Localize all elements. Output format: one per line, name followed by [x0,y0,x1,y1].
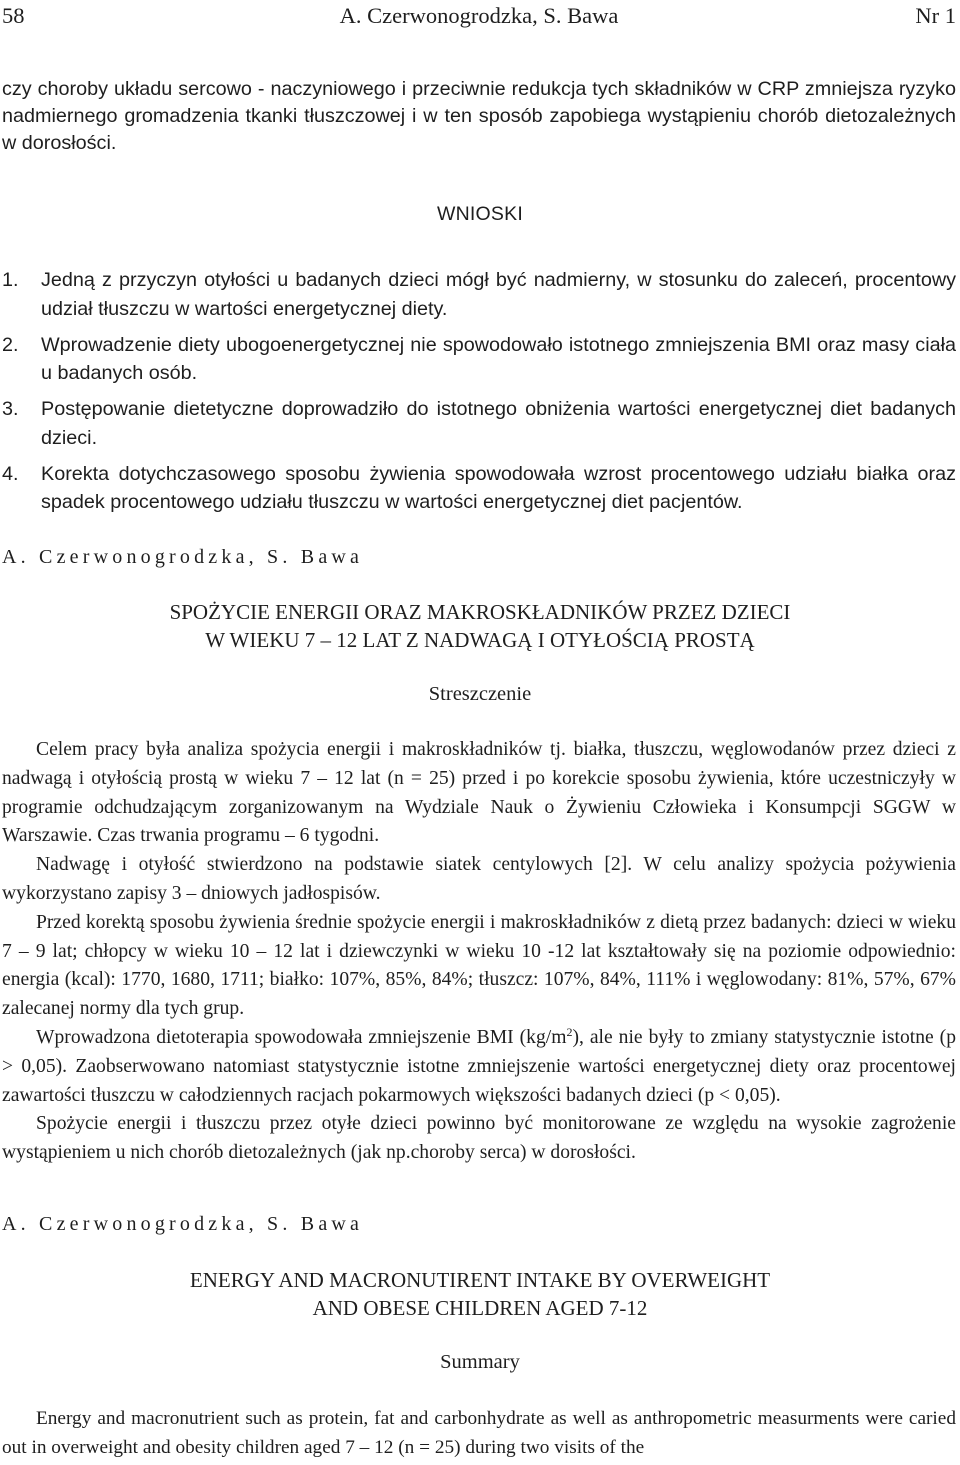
superscript: 2 [566,1024,573,1039]
polish-title [0,598,960,654]
conclusion-item [2,266,956,323]
polish-abstract-body [2,736,956,1168]
conclusion-item [2,460,956,517]
conclusion-number: 3. [2,398,19,420]
conclusions-heading: WNIOSKI [437,203,523,225]
polish-abstract-authors: A. Czerwonogrodzka, S. Bawa [2,546,364,568]
polish-abstract-paragraph: Spożycie energii i tłuszczu przez otyłe dzieci powinno być monitorowane ze względu na wysokie zagrożenie wystąpieniem u nich chorób dietozależnych (jak np.choroby serca) w dorosłości. [2,1113,956,1164]
running-header [2,3,956,31]
english-title-line-1: ENERGY AND MACRONUTIRENT INTAKE BY OVERWEIGHT [189,1268,771,1292]
polish-title-line-2: W WIEKU 7 – 12 LAT Z NADWAGĄ I OTYŁOŚCIĄ PROSTĄ [205,628,755,652]
polish-abstract-paragraph: Nadwagę i otyłość stwierdzono na podstawie siatek centylowych [2]. W celu analizy spożycia pożywienia wykorzystano zapisy 3 – dniowych jadłospisów. [2,854,956,904]
page-number: 58 [2,3,25,28]
conclusion-number: 1. [2,269,19,291]
polish-abstract-paragraph: Wprowadzona dietoterapia spowodowała zmniejszenie BMI $(kg/m^2)$, ale nie były to zmiany statystycznie istotne (p > 0,05). Zaobserwowano natomiast statystycznie istotne zmniejszenie wartości energetycznej diety oraz procentowej zawartości tłuszczu w całodziennych racjach pokarmowych większości badanych dzieci (p < 0,05). [2,1024,956,1106]
english-title [0,1266,960,1322]
intro-paragraph: czy choroby układu sercowo - naczyniowego i przeciwnie redukcja tych składników w CRP zmniejsza ryzyko nadmiernego gromadzenia tkanki tłuszczowej i w ten sposób zapobiega wystąpieniu chorób dietozależnych w dorosłości. [2,78,956,154]
conclusion-text: Postępowanie dietetyczne doprowadziło do istotnego obniżenia wartości energetycznej diet badanych dzieci. [41,398,956,449]
conclusion-number: 4. [2,462,19,485]
polish-abstract-paragraph: Celem pracy była analiza spożycia energii i makroskładników tj. białka, tłuszczu, węglowodanów przez dzieci z nadwagą i otyłością prostą w wieku 7 – 12 lat (n = 25) przed i po korekcie sposobu żywienia, które uczestniczyły w programie odchudzającym zorganizowanym na Wydziale Nauk o Żywieniu Człowieka i Konsumpcji SGGW w Warszawie. Czas trwania programu – 6 tygodni. [2,739,956,847]
english-title-line-2: AND OBESE CHILDREN AGED 7-12 [312,1296,648,1320]
header-authors: A. Czerwonogrodzka, S. Bawa [339,3,619,28]
polish-abstract-paragraph: Przed korektą sposobu żywienia średnie spożycie energii i makroskładników z dietą przez badanych: dzieci w wieku 7 – 9 lat; chłopcy w wieku 10 – 12 lat i dziewczynki w wieku 10 -12 lat kształtowały się na poziomie odpowiednio: energia (kcal): 1770, 1680, 1711; białko: 107%, 85%, 84%; tłuszcz: 107%, 84%, 111% i węglowodany: 81%, 57%, 67% zalecanej normy dla tych grup. [2,911,956,1020]
conclusion-item [2,331,956,388]
conclusion-number: 2. [2,333,19,356]
conclusion-text: Wprowadzenie diety ubogoenergetycznej nie spowodowało istotnego zmniejszenia BMI oraz masy ciała u badanych osób. [41,333,956,384]
issue-number: Nr 1 [915,3,956,28]
english-abstract-body [2,1405,956,1463]
english-abstract-heading: Summary [440,1351,520,1373]
conclusion-text: Korekta dotychczasowego sposobu żywienia spowodowała wzrost procentowego udziału białka oraz spadek procentowego udziału tłuszczu w wartości energetycznej diet pacjentów. [41,462,956,513]
english-abstract-authors: A. Czerwonogrodzka, S. Bawa [2,1213,364,1235]
polish-abstract-heading: Streszczenie [428,683,532,705]
conclusion-text: Jedną z przyczyn otyłości u badanych dzieci mógł być nadmierny, w stosunku do zaleceń, procentowy udział tłuszczu w wartości energetycznej diety. [41,269,956,320]
conclusion-item [2,395,956,452]
polish-title-line-1: SPOŻYCIE ENERGII ORAZ MAKROSKŁADNIKÓW PRZEZ DZIECI [169,600,791,624]
english-abstract-paragraph: Energy and macronutrient such as protein, fat and carbonhydrate as well as anthropometric measurments were caried out in overweight and obesity children aged 7 – 12 (n = 25) during two visits of the [2,1408,956,1458]
conclusions-list [2,266,956,524]
